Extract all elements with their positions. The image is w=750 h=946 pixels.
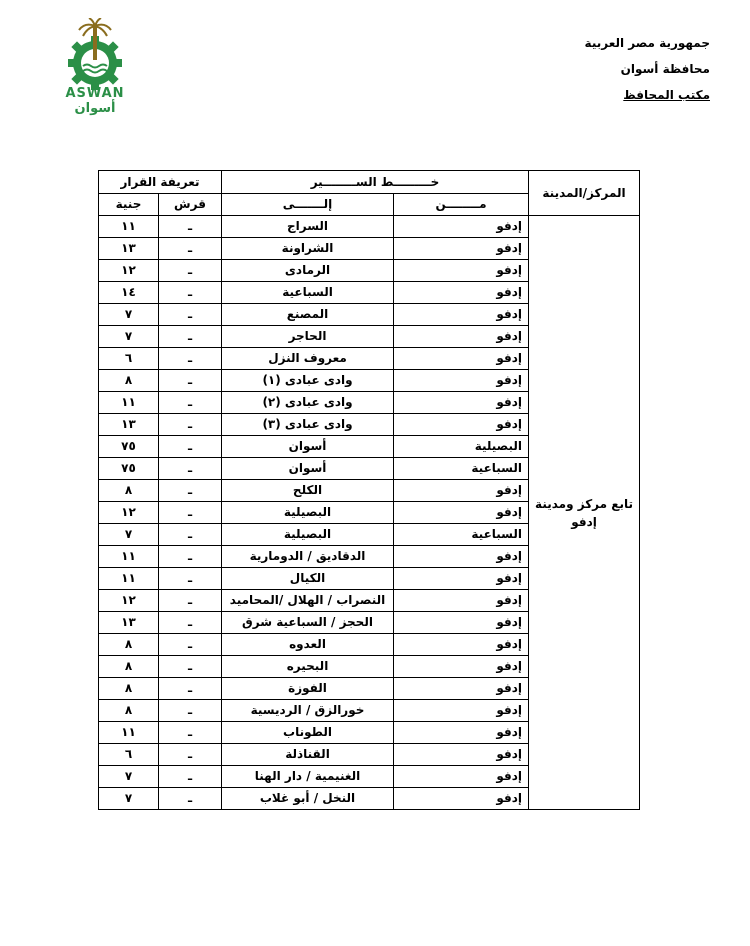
header-from: مــــــــن [394,194,529,216]
to-cell: البصيلية [222,502,394,524]
to-cell: البصيلية [222,524,394,546]
from-cell: إدفو [394,678,529,700]
header-fare: تعريفة القرار [99,171,222,194]
header-pound: جنية [99,194,159,216]
from-cell: السباعية [394,524,529,546]
from-cell: إدفو [394,370,529,392]
qirsh-cell: ـ [159,524,222,546]
letterhead [520,30,710,108]
qirsh-cell: ـ [159,502,222,524]
fare-table [98,170,640,810]
qirsh-cell: ـ [159,568,222,590]
qirsh-cell: ـ [159,480,222,502]
to-cell: المصنع [222,304,394,326]
to-cell: الشراونة [222,238,394,260]
qirsh-cell: ـ [159,722,222,744]
header-qirsh: قرش [159,194,222,216]
from-cell: البصيلية [394,436,529,458]
to-cell: وادى عبادى (٣) [222,414,394,436]
pound-cell: ٨ [99,634,159,656]
from-cell: إدفو [394,546,529,568]
from-cell: إدفو [394,348,529,370]
to-cell: القناذلة [222,744,394,766]
from-cell: إدفو [394,722,529,744]
header-office: مكتب المحافظ [623,88,710,102]
from-cell: إدفو [394,282,529,304]
to-cell: الكيال [222,568,394,590]
qirsh-cell: ـ [159,238,222,260]
from-cell: إدفو [394,700,529,722]
qirsh-cell: ـ [159,348,222,370]
to-cell: الفوزة [222,678,394,700]
pound-cell: ١٢ [99,502,159,524]
pound-cell: ٧٥ [99,436,159,458]
qirsh-cell: ـ [159,392,222,414]
pound-cell: ١١ [99,216,159,238]
from-cell: إدفو [394,304,529,326]
pound-cell: ١١ [99,568,159,590]
pound-cell: ٧ [99,766,159,788]
pound-cell: ١٢ [99,260,159,282]
to-cell: معروف النزل [222,348,394,370]
to-cell: النخل / أبو غلاب [222,788,394,810]
from-cell: إدفو [394,744,529,766]
pound-cell: ١١ [99,546,159,568]
qirsh-cell: ـ [159,590,222,612]
pound-cell: ٨ [99,656,159,678]
header-region: المركز/المدينة [529,171,640,216]
pound-cell: ١٢ [99,590,159,612]
logo-text-en: ASWAN [65,86,125,101]
pound-cell: ٧٥ [99,458,159,480]
to-cell: النصراب / الهلال /المحاميد [222,590,394,612]
from-cell: السباعية [394,458,529,480]
from-cell: إدفو [394,656,529,678]
pound-cell: ١٤ [99,282,159,304]
pound-cell: ٦ [99,744,159,766]
header-route: خـــــــــط الســــــــير [222,171,529,194]
to-cell: الكلح [222,480,394,502]
qirsh-cell: ـ [159,744,222,766]
pound-cell: ١١ [99,722,159,744]
pound-cell: ٧ [99,304,159,326]
pound-cell: ٧ [99,524,159,546]
header-to: إلـــــــى [222,194,394,216]
qirsh-cell: ـ [159,634,222,656]
to-cell: الحاجر [222,326,394,348]
to-cell: خورالزق / الرديسية [222,700,394,722]
qirsh-cell: ـ [159,678,222,700]
from-cell: إدفو [394,392,529,414]
to-cell: العدوه [222,634,394,656]
from-cell: إدفو [394,414,529,436]
pound-cell: ١٣ [99,238,159,260]
pound-cell: ٧ [99,788,159,810]
qirsh-cell: ـ [159,788,222,810]
from-cell: إدفو [394,260,529,282]
qirsh-cell: ـ [159,216,222,238]
qirsh-cell: ـ [159,546,222,568]
from-cell: إدفو [394,568,529,590]
from-cell: إدفو [394,590,529,612]
to-cell: أسوان [222,458,394,480]
qirsh-cell: ـ [159,700,222,722]
fare-table-body [99,216,640,810]
pound-cell: ٨ [99,370,159,392]
header-country: جمهورية مصر العربية [584,36,710,50]
from-cell: إدفو [394,238,529,260]
from-cell: إدفو [394,612,529,634]
region-cell: تابع مركز ومدينة إدفو [529,216,640,810]
qirsh-cell: ـ [159,656,222,678]
aswan-logo [40,18,150,118]
header-governorate: محافظة أسوان [620,62,710,76]
qirsh-cell: ـ [159,612,222,634]
from-cell: إدفو [394,502,529,524]
from-cell: إدفو [394,788,529,810]
to-cell: الحجز / السباعية شرق [222,612,394,634]
from-cell: إدفو [394,216,529,238]
qirsh-cell: ـ [159,414,222,436]
to-cell: البحيره [222,656,394,678]
pound-cell: ٨ [99,480,159,502]
table-row [99,216,640,238]
pound-cell: ٨ [99,700,159,722]
pound-cell: ١٣ [99,414,159,436]
qirsh-cell: ـ [159,766,222,788]
from-cell: إدفو [394,766,529,788]
pound-cell: ١٣ [99,612,159,634]
pound-cell: ٧ [99,326,159,348]
to-cell: وادى عبادى (٢) [222,392,394,414]
pound-cell: ١١ [99,392,159,414]
from-cell: إدفو [394,634,529,656]
to-cell: السباعية [222,282,394,304]
qirsh-cell: ـ [159,458,222,480]
pound-cell: ٦ [99,348,159,370]
fare-table-wrapper [98,170,639,810]
to-cell: الطوناب [222,722,394,744]
qirsh-cell: ـ [159,282,222,304]
to-cell: الرمادى [222,260,394,282]
to-cell: الغنيمية / دار الهنا [222,766,394,788]
qirsh-cell: ـ [159,436,222,458]
from-cell: إدفو [394,326,529,348]
to-cell: السراج [222,216,394,238]
qirsh-cell: ـ [159,260,222,282]
to-cell: وادى عبادى (١) [222,370,394,392]
to-cell: أسوان [222,436,394,458]
from-cell: إدفو [394,480,529,502]
logo-text-ar: أسوان [74,101,116,116]
qirsh-cell: ـ [159,326,222,348]
pound-cell: ٨ [99,678,159,700]
qirsh-cell: ـ [159,304,222,326]
qirsh-cell: ـ [159,370,222,392]
to-cell: الدقاديق / الدومارية [222,546,394,568]
